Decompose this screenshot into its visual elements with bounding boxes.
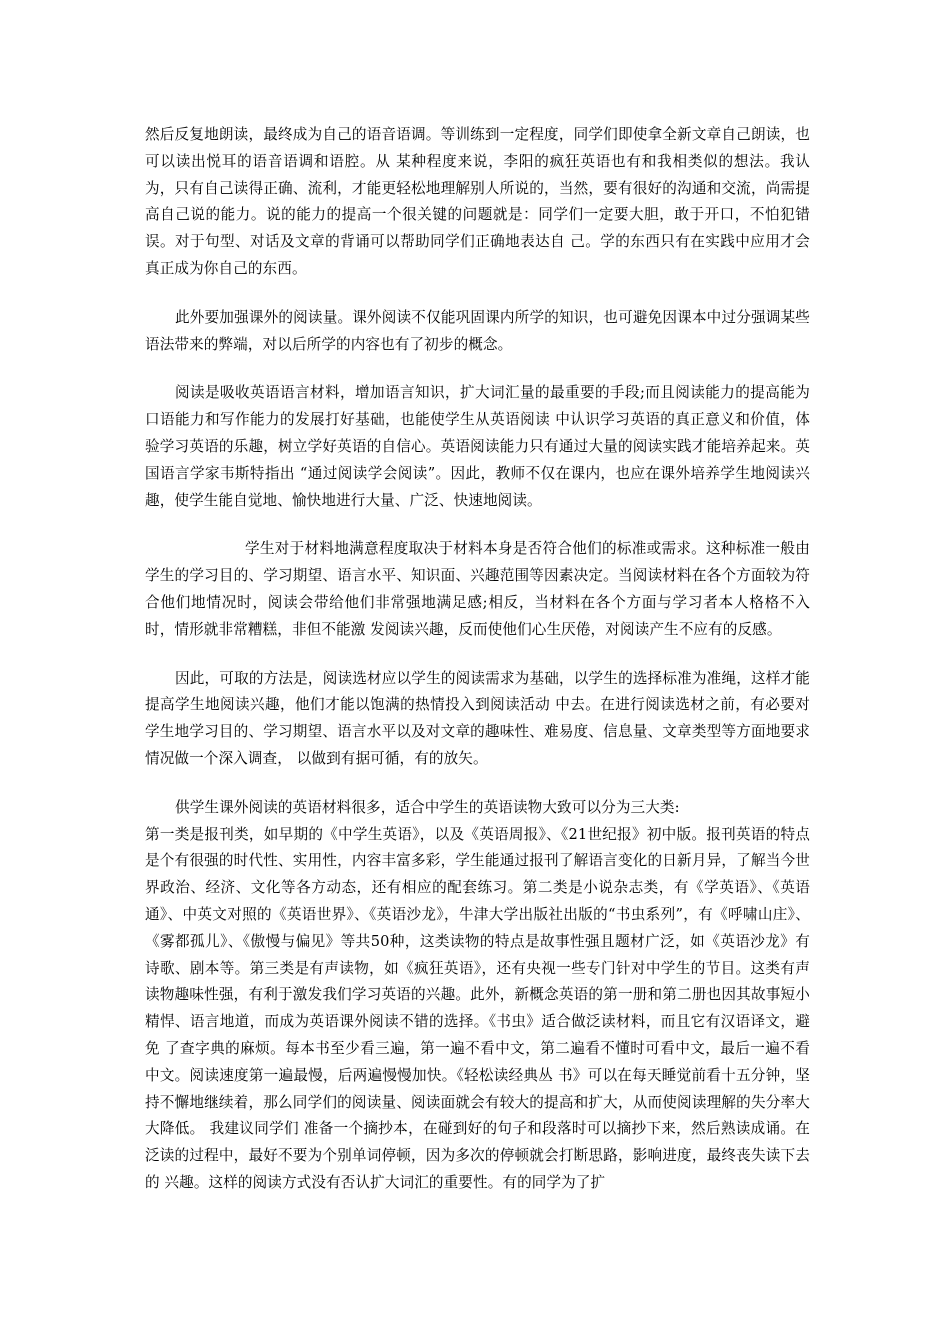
paragraph-1: 然后反复地朗读，最终成为自己的语音语调。等训练到一定程度，同学们即使拿全新文章自己朗读，也可以读出悦耳的语音语调和语腔。从 某种程度来说，李阳的疯狂英语也有和我相类似的想法。我认为，只有自己读得正确、流利，才能更轻松地理解别人所说的，当然，要有很好的沟通和交流，尚需提 高自己说的能力。说的能力的提高一个很关键的问题就是：同学们一定要大胆，敢于开口，不怕犯错误。对于句型、对话及文章的背诵可以帮助同学们正确地表达自 己。学的东西只有在实践中应用才会真正成为你自己的东西。 [145,126,810,277]
paragraph-2: 此外要加强课外的阅读量。课外阅读不仅能巩固课内所学的知识，也可避免因课本中过分强调某些语法带来的弊端，对以后所学的内容也有了初步的概念。 [145,308,810,353]
paragraph-5: 因此，可取的方法是，阅读选材应以学生的阅读需求为基础，以学生的选择标准为准绳，这样才能提高学生地阅读兴趣，他们才能以饱满的热情投入到阅读活动 中去。在进行阅读选材之前，有必要对学生地学习目的、学习期望、语言水平以及对文章的趣味性、难易度、信息量、文章类型等方面地要求情况做一个深入调查， 以做到有据可循，有的放矢。 [145,669,810,767]
paragraph-6: 供学生课外阅读的英语材料很多，适合中学生的英语读物大致可以分为三大类: [175,798,680,816]
paragraph-gap [145,283,810,305]
paragraph-gap [145,358,810,380]
paragraph-gap [145,644,810,666]
paragraph-3: 阅读是吸收英语语言材料，增加语言知识，扩大词汇量的最重要的手段;而且阅读能力的提高能为口语能力和写作能力的发展打好基础，也能使学生从英语阅读 中认识学习英语的真正意义和价值，体验学习英语的乐趣，树立学好英语的自信心。英语阅读能力只有通过大量的阅读实践才能培养起来。英国语言学家韦斯特指出 “通过阅读学会阅读”。因此，教师不仅在课内，也应在课外培养学生地阅读兴趣，使学生能自觉地、愉快地进行大量、广泛、快速地阅读。 [145,384,810,509]
paragraph-gap [145,514,810,536]
paragraph-7: 第一类是报刊类，如早期的《中学生英语》，以及《英语周报》、《21世纪报》初中版。报刊英语的特点是个有很强的时代性、实用性，内容丰富多彩，学生能通过报刊了解语言变化的日新月异，了解当今世界政治、经济、文化等各方动态，还有相应的配套练习。第二类是小说杂志类，有《学英语》、《英语通》、中英文对照的《英语世界》、《英语沙龙》，牛津大学出版社出版的“书虫系列”，有《呼啸山庄》、《雾都孤儿》、《傲慢与偏见》等共50种，这类读物的特点是故事性强且题材广泛，如《英语沙龙》有诗歌、剧本等。第三类是有声读物，如《疯狂英语》，还有央视一些专门针对中学生的节目。这类有声读物趣味性强，有利于激发我们学习英语的兴趣。此外，新概念英语的第一册和第二册也因其故事短小精悍、语言地道，而成为英语课外阅读不错的选择。《书虫》适合做泛读材料，而且它有汉语译文，避免 了查字典的麻烦。每本书至少看三遍，第一遍不看中文，第二遍看不懂时可看中文，最后一遍不看中文。阅读速度第一遍最慢，后两遍慢慢加快。《轻松读经典丛 书》可以在每天睡觉前看十五分钟，坚持不懈地继续着，那么同学们的阅读量、阅读面就会有较大的提高和扩大，从而使阅读理解的失分率大大降低。 我建议同学们 准备一个摘抄本，在碰到好的句子和段落时可以摘抄下来，然后熟读成诵。在泛读的过程中，最好不要为个别单词停顿，因为多次的停顿就会打断思路，影响进度，最终丧失读下去的 兴趣。这样的阅读方式没有否认扩大词汇的重要性。有的同学为了扩 [145,825,810,1191]
paragraph-gap [145,773,810,795]
document-body [145,122,810,1197]
paragraph-4: 学生对于材料地满意程度取决于材料本身是否符合他们的标准或需求。这种标准一般由学生的学习目的、学习期望、语言水平、知识面、兴趣范围等因素决定。当阅读材料在各个方面较为符合他们地情况时，阅读会带给他们非常强地满足感;相反，当材料在各个方面与学习者本人格格不入时，情形就非常糟糕，非但不能激 发阅读兴趣，反而使他们心生厌倦，对阅读产生不应有的反感。 [145,540,810,638]
